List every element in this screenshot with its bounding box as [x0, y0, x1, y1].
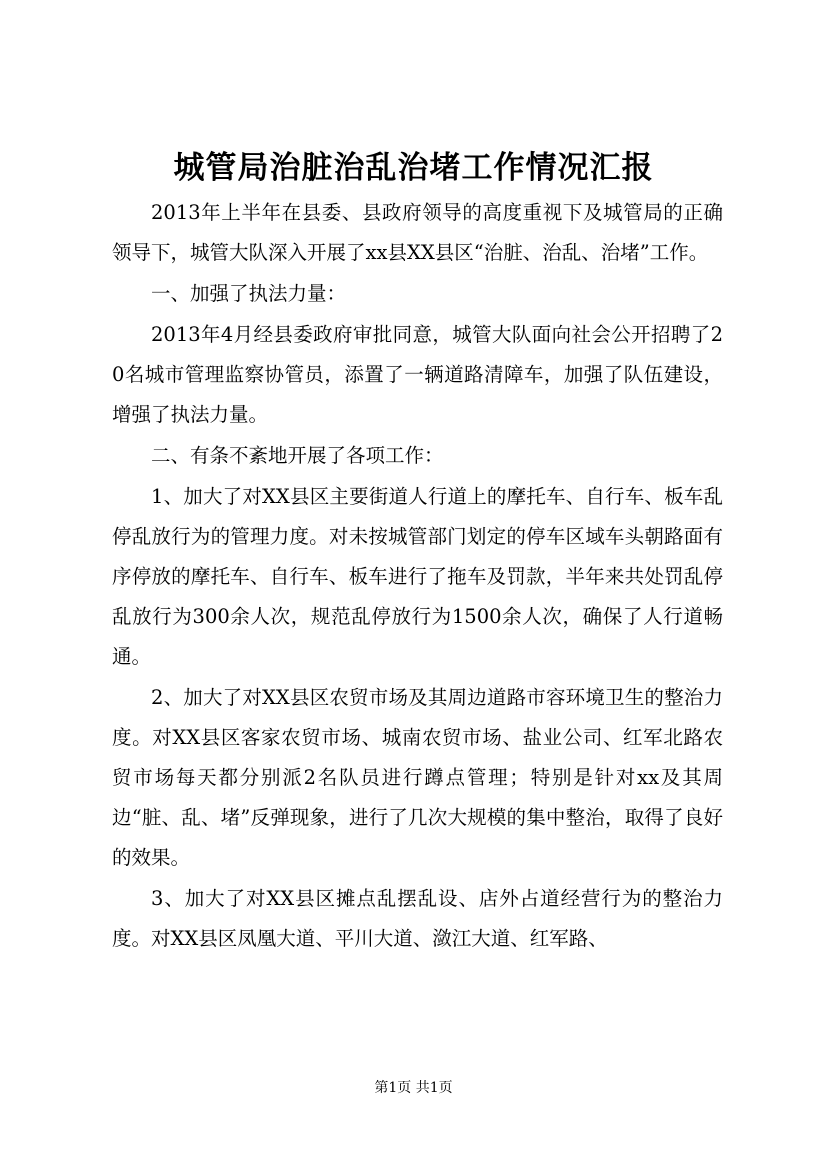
paragraph-item-3: 3、加大了对XX县区摊点乱摆乱设、店外占道经营行为的整治力度。对XX县区凤凰大道、平川大道、潋江大道、红军路、 — [112, 887, 723, 950]
paragraph-item-1: 1、加大了对XX县区主要街道人行道上的摩托车、自行车、板车乱停乱放行为的管理力度。对未按城管部门划定的停车区域车头朝路面有序停放的摩托车、自行车、板车进行了拖车及罚款，半年来共处罚乱停乱放行为300余人次，规范乱停放行为1500余人次，确保了人行道畅通。 — [112, 485, 723, 668]
section-heading-1: 一、加强了执法力量： — [151, 282, 347, 305]
page-footer: 第1页 共1页 — [374, 1080, 453, 1096]
section-heading-2: 二、有条不紊地开展了各项工作： — [151, 444, 444, 467]
paragraph-intro: 2013年上半年在县委、县政府领导的高度重视下及城管局的正确领导下，城管大队深入开展了xx县XX县区“治脏、治乱、治堵”工作。 — [112, 201, 723, 264]
document-body — [112, 193, 723, 960]
document-title: 城管局治脏治乱治堵工作情况汇报 — [173, 150, 654, 186]
paragraph-section-1: 2013年4月经县委政府审批同意，城管大队面向社会公开招聘了20名城市管理监察协管员，添置了一辆道路清障车，加强了队伍建设，增强了执法力量。 — [112, 323, 723, 426]
paragraph-item-2: 2、加大了对XX县区农贸市场及其周边道路市容环境卫生的整治力度。对XX县区客家农贸市场、城南农贸市场、盐业公司、红军北路农贸市场每天都分别派2名队员进行蹲点管理；特别是针对xx及其周边“脏、乱、堵”反弹现象，进行了几次大规模的集中整治，取得了良好的效果。 — [112, 686, 723, 869]
